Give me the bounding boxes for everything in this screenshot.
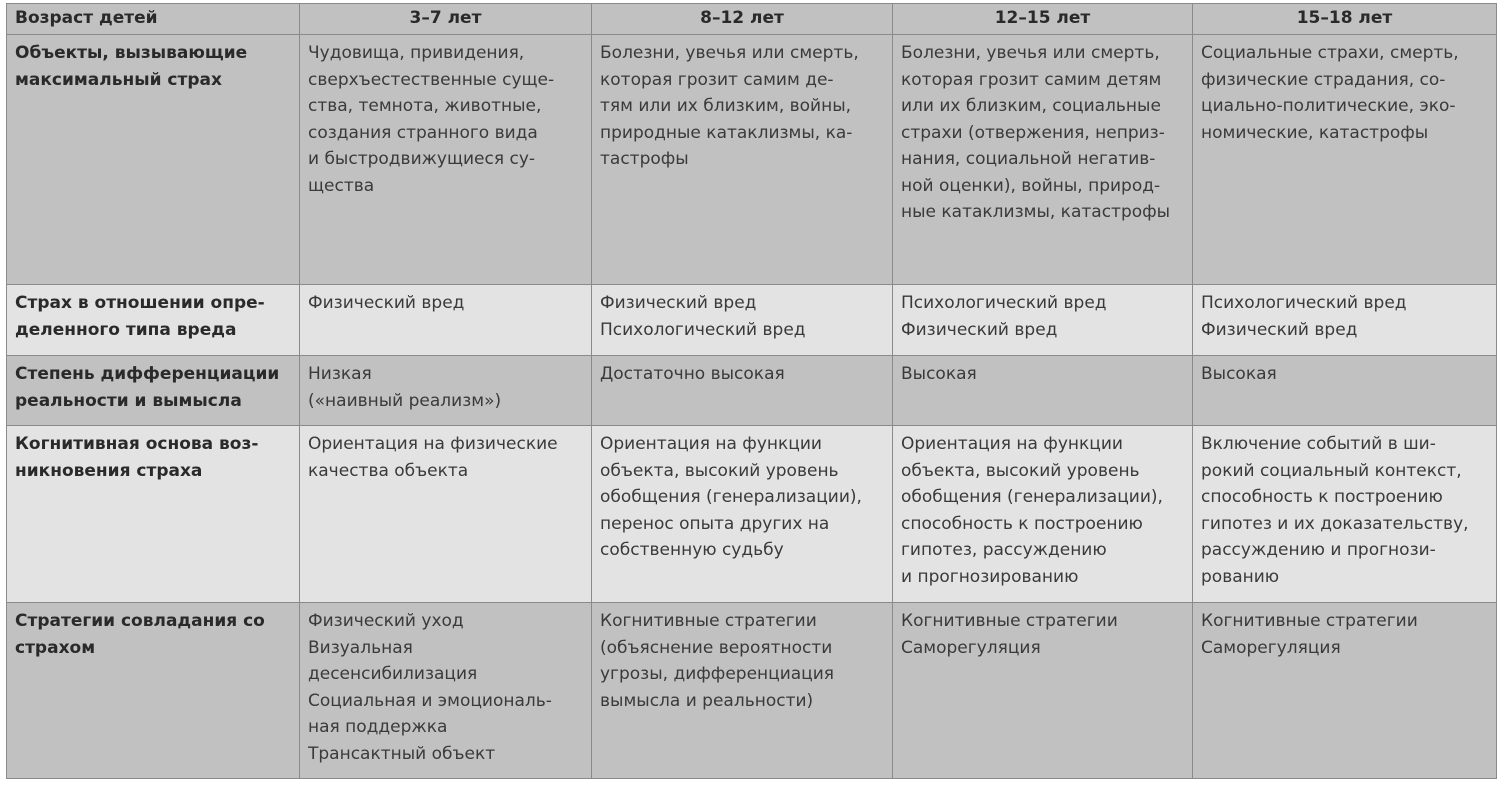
- cell-line: физические страдания, со-: [1201, 69, 1446, 90]
- cell-line: Болезни, увечья или смерть,: [901, 43, 1160, 63]
- cell-line: создания странного вида: [308, 122, 538, 143]
- header-age: Возраст детей: [7, 4, 300, 35]
- cell-line: Когнитивные стратегии: [901, 611, 1118, 631]
- cell-line: Когнитивные стратегии: [600, 611, 817, 631]
- table-row: [7, 603, 1497, 779]
- cell-8-12: [592, 356, 893, 426]
- cell-line: тастрофы: [600, 149, 689, 169]
- cell-line: вымысла и реальности): [600, 690, 814, 711]
- cell-line: Психологический вред: [600, 319, 806, 340]
- row-label: [7, 285, 300, 356]
- header-8-12: 8–12 лет: [592, 4, 893, 35]
- header-12-15: 12–15 лет: [893, 4, 1193, 35]
- cell-line: десенсибилизация: [308, 664, 478, 684]
- cell-line: способность к построению: [901, 513, 1143, 534]
- cell-line: Физический вред: [308, 293, 465, 313]
- cell-8-12: [592, 285, 893, 356]
- cell-line: гипотез, рассуждению: [901, 540, 1107, 560]
- cell-line: Включение событий в ши-: [1201, 434, 1436, 454]
- table-row: [7, 356, 1497, 426]
- row-label: [7, 356, 300, 426]
- cell-line: Визуальная: [308, 637, 413, 658]
- cell-12-15: [893, 35, 1193, 285]
- cell-line: Достаточно высокая: [600, 364, 785, 384]
- row-label: [7, 426, 300, 603]
- cell-3-7: [300, 603, 592, 779]
- cell-line: рокий социальный контекст,: [1201, 460, 1462, 481]
- cell-line: Трансактный объект: [308, 743, 496, 764]
- cell-line: Социальные страхи, смерть,: [1201, 43, 1459, 63]
- cell-line: тям или их близким, войны,: [600, 96, 852, 116]
- cell-line: Психологический вред: [901, 293, 1107, 313]
- cell-line: перенос опыта других на: [600, 513, 830, 534]
- table-row: [7, 426, 1497, 603]
- cell-line: объекта, высокий уровень: [901, 460, 1140, 481]
- cell-3-7: [300, 35, 592, 285]
- cell-15-18: [1193, 35, 1497, 285]
- cell-line: циально-политические, эко-: [1201, 96, 1456, 116]
- cell-8-12: [592, 35, 893, 285]
- cell-15-18: [1193, 426, 1497, 603]
- cell-line: которая грозит самим детям: [901, 69, 1162, 90]
- cell-12-15: [893, 356, 1193, 426]
- cell-12-15: [893, 285, 1193, 356]
- cell-line: и прогнозированию: [901, 566, 1079, 587]
- cell-15-18: [1193, 285, 1497, 356]
- cell-line: Болезни, увечья или смерть,: [600, 43, 859, 63]
- cell-line: качества объекта: [308, 460, 469, 481]
- table-row: [7, 35, 1497, 285]
- cell-line: Когнитивные стратегии: [1201, 611, 1418, 631]
- cell-line: Саморегуляция: [1201, 637, 1341, 658]
- row-label-line: максимальный страх: [15, 69, 222, 90]
- header-3-7: 3–7 лет: [300, 4, 592, 35]
- cell-3-7: [300, 426, 592, 603]
- row-label-line: Стратегии совладания со: [15, 611, 265, 631]
- cell-15-18: [1193, 603, 1497, 779]
- cell-line: обобщения (генерализации),: [600, 487, 862, 507]
- cell-line: Саморегуляция: [901, 637, 1041, 658]
- cell-line: (объяснение вероятности: [600, 637, 833, 658]
- row-label-line: реальности и вымысла: [15, 390, 242, 411]
- cell-line: Физический вред: [901, 319, 1058, 340]
- cell-line: объекта, высокий уровень: [600, 460, 839, 481]
- cell-line: Высокая: [1201, 364, 1277, 384]
- cell-line: нания, социальной негатив-: [901, 149, 1156, 169]
- cell-line: Ориентация на физические: [308, 434, 558, 454]
- cell-line: и быстродвижущиеся су-: [308, 149, 536, 169]
- cell-12-15: [893, 603, 1193, 779]
- cell-line: Физический вред: [600, 293, 757, 313]
- row-label-line: никновения страха: [15, 460, 203, 481]
- row-label-line: Объекты, вызывающие: [15, 43, 248, 63]
- table-row: [7, 285, 1497, 356]
- cell-15-18: [1193, 356, 1497, 426]
- cell-line: ства, темнота, животные,: [308, 96, 542, 116]
- cell-line: Физический вред: [1201, 319, 1358, 340]
- row-label: [7, 603, 300, 779]
- row-label-line: страхом: [15, 637, 96, 658]
- row-label-line: Степень дифференциации: [15, 364, 280, 384]
- row-label: [7, 35, 300, 285]
- cell-line: рассуждению и прогнози-: [1201, 540, 1436, 560]
- cell-line: способность к построению: [1201, 487, 1443, 507]
- cell-line: собственную судьбу: [600, 540, 784, 560]
- cell-line: страхи (отвержения, неприз-: [901, 122, 1165, 143]
- cell-line: Чудовища, привидения,: [308, 43, 525, 63]
- cell-3-7: [300, 285, 592, 356]
- cell-line: Ориентация на функции: [901, 434, 1123, 454]
- header-15-18: 15–18 лет: [1193, 4, 1497, 35]
- cell-line: гипотез и их доказательству,: [1201, 513, 1469, 534]
- cell-8-12: [592, 603, 893, 779]
- row-label-line: Когнитивная основа воз-: [15, 434, 259, 454]
- row-label-line: деленного типа вреда: [15, 319, 237, 340]
- row-label-line: Страх в отношении опре-: [15, 293, 265, 313]
- cell-line: или их близким, социальные: [901, 96, 1161, 116]
- cell-line: которая грозит самим де-: [600, 69, 834, 90]
- cell-line: номические, катастрофы: [1201, 122, 1429, 143]
- cell-line: Психологический вред: [1201, 293, 1407, 313]
- cell-3-7: [300, 356, 592, 426]
- table-header-row: [7, 4, 1497, 35]
- cell-8-12: [592, 426, 893, 603]
- cell-line: ные катаклизмы, катастрофы: [901, 202, 1171, 222]
- cell-12-15: [893, 426, 1193, 603]
- cell-line: Социальная и эмоциональ-: [308, 690, 552, 711]
- age-fears-table: [6, 3, 1497, 779]
- cell-line: Ориентация на функции: [600, 434, 822, 454]
- cell-line: Физический уход: [308, 611, 464, 631]
- cell-line: Высокая: [901, 364, 977, 384]
- cell-line: ной оценки), войны, природ-: [901, 175, 1161, 196]
- cell-line: обобщения (генерализации),: [901, 487, 1163, 507]
- cell-line: щества: [308, 175, 375, 196]
- cell-line: природные катаклизмы, ка-: [600, 122, 853, 143]
- cell-line: ная поддержка: [308, 717, 448, 737]
- cell-line: («наивный реализм»): [308, 390, 502, 411]
- cell-line: Низкая: [308, 364, 372, 384]
- cell-line: угрозы, дифференциация: [600, 664, 835, 684]
- cell-line: сверхъестественные суще-: [308, 69, 555, 90]
- cell-line: рованию: [1201, 566, 1280, 587]
